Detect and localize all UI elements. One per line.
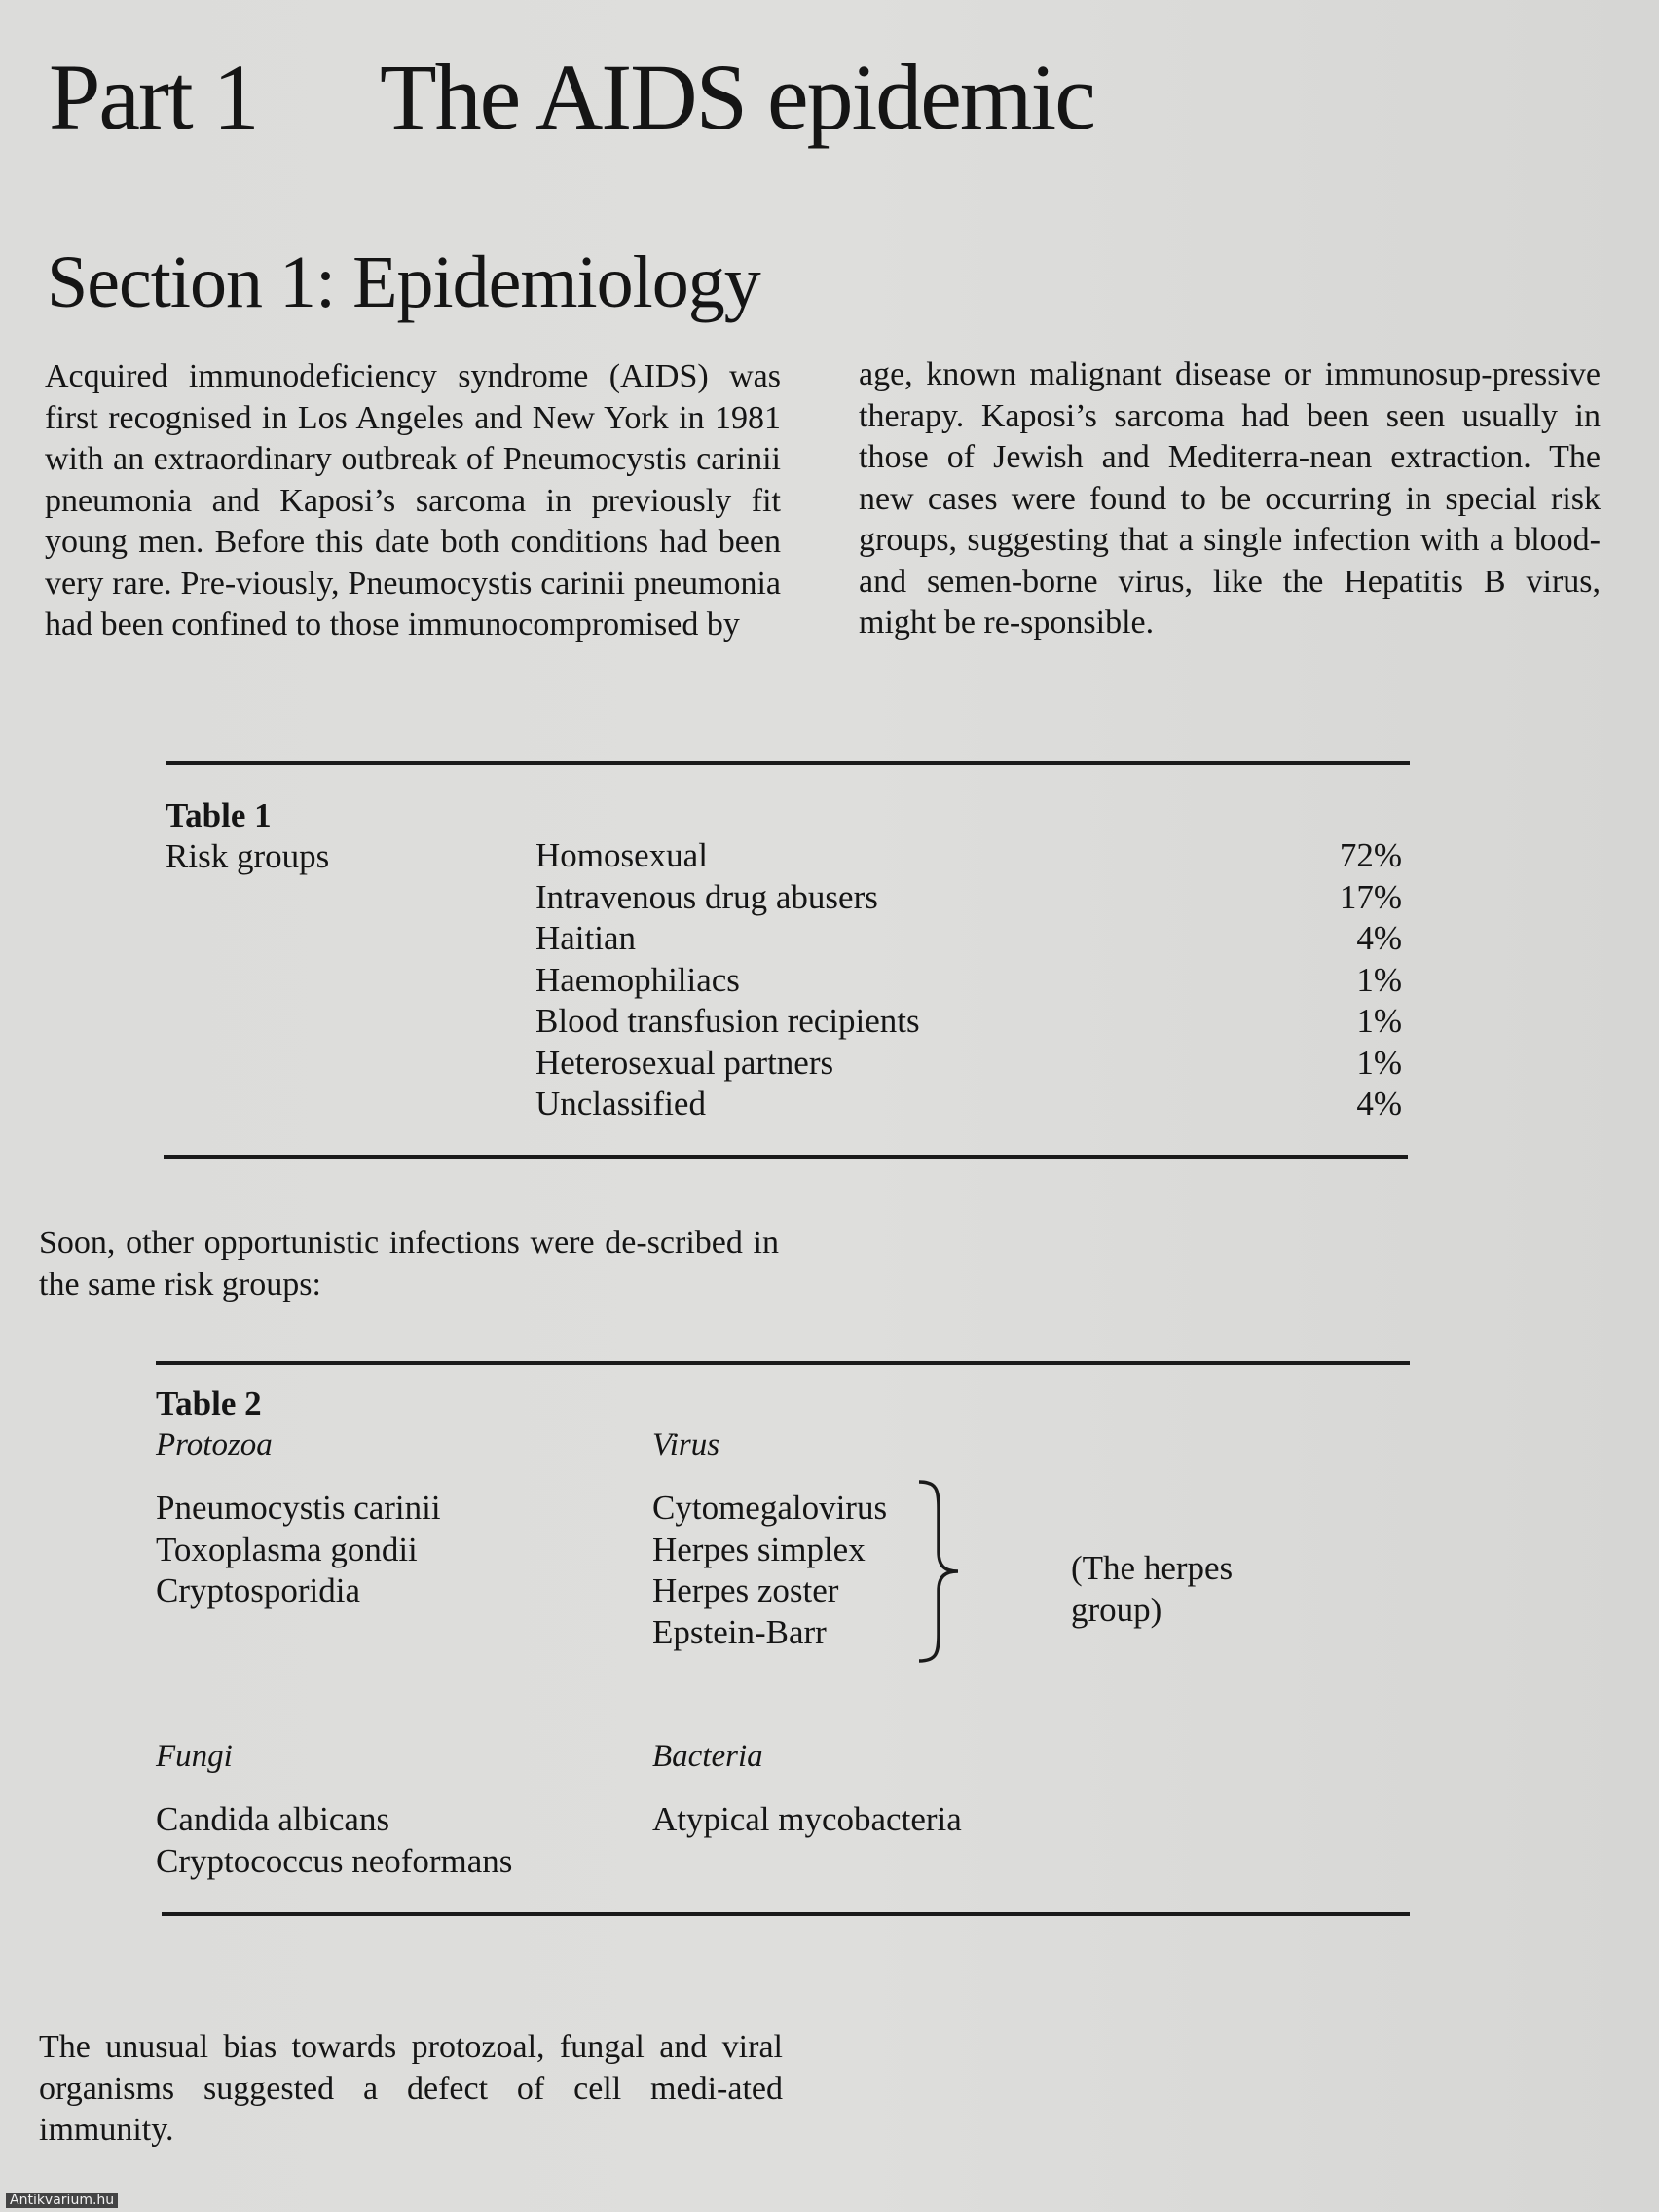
virus-list	[652, 1488, 887, 1653]
table-row	[535, 960, 1402, 1002]
list-item: Cytomegalovirus	[652, 1489, 888, 1527]
risk-group: Haemophiliacs	[535, 960, 740, 999]
section-heading: Section 1: Epidemiology	[47, 241, 760, 323]
risk-group: Homosexual	[535, 836, 708, 874]
list-item: Epstein-Barr	[652, 1612, 827, 1651]
part-number: Part 1	[49, 45, 258, 149]
middle-paragraph: Soon, other opportunistic infections were de-scribed in the same risk groups:	[39, 1225, 779, 1303]
fungi-list	[156, 1799, 512, 1882]
risk-percent: 72%	[1339, 836, 1402, 874]
table1-bottom-rule	[164, 1155, 1408, 1159]
risk-percent: 1%	[1356, 1002, 1402, 1040]
risk-group: Unclassified	[535, 1085, 706, 1123]
table-row	[535, 1001, 1402, 1043]
herpes-group-note	[1071, 1548, 1324, 1631]
curly-brace-icon	[915, 1480, 964, 1663]
list-item: Herpes zoster	[652, 1571, 839, 1609]
table-row	[535, 835, 1402, 877]
intro-right-column: age, known malignant disease or immunosup-pressive therapy. Kaposi’s sarcoma had been seen usually in those of Jewish and Mediterra-nean extraction. The new cases were found to be occurring in special risk groups, suggesting that a single infection with a blood- and semen-borne virus, like the Hepatitis B virus, might be re-sponsible.	[859, 356, 1601, 641]
protozoa-list	[156, 1488, 441, 1612]
watermark: Antikvarium.hu	[6, 2193, 118, 2208]
list-item: Cryptosporidia	[156, 1571, 360, 1609]
fungi-heading: Fungi	[156, 1739, 233, 1774]
risk-group: Haitian	[535, 919, 637, 957]
table-row	[535, 877, 1402, 919]
protozoa-heading: Protozoa	[156, 1427, 273, 1462]
risk-percent: 4%	[1356, 1085, 1402, 1123]
table2-top-rule	[156, 1361, 1410, 1365]
list-item: Cryptococcus neoformans	[156, 1841, 513, 1880]
table1-top-rule	[166, 761, 1410, 765]
risk-percent: 1%	[1356, 960, 1402, 999]
table2-bottom-rule	[162, 1912, 1410, 1916]
table1-rows	[535, 835, 1402, 1125]
risk-percent: 4%	[1356, 919, 1402, 957]
bacteria-heading: Bacteria	[652, 1739, 763, 1774]
risk-percent: 17%	[1339, 877, 1402, 916]
closing-paragraph: The unusual bias towards protozoal, fungal and viral organisms suggested a defect of cell medi-ated immunity.	[39, 2029, 783, 2148]
risk-group: Intravenous drug abusers	[535, 877, 878, 916]
list-item: Candida albicans	[156, 1800, 390, 1838]
herpes-note-line: (The herpes	[1071, 1549, 1234, 1587]
risk-group: Blood transfusion recipients	[535, 1002, 920, 1040]
herpes-note-line: group)	[1071, 1590, 1162, 1629]
part-title: The AIDS epidemic	[380, 45, 1094, 149]
intro-left-column: Acquired immunodeficiency syndrome (AIDS) was first recognised in Los Angeles and New York in 1981 with an extraordinary outbreak of Pneumocystis carinii pneumonia and Kaposi’s sarcoma in previously fit young men. Before this date both conditions had been very rare. Pre-viously, Pneumocystis carinii pneumonia had been confined to those immunocompromised by	[45, 358, 781, 643]
table-row	[535, 1084, 1402, 1125]
risk-percent: 1%	[1356, 1043, 1402, 1082]
list-item: Herpes simplex	[652, 1530, 866, 1568]
table-row	[535, 918, 1402, 960]
list-item: Toxoplasma gondii	[156, 1530, 418, 1568]
table-row	[535, 1043, 1402, 1085]
virus-heading: Virus	[652, 1427, 720, 1462]
table2-title: Table 2	[156, 1384, 262, 1422]
list-item: Atypical mycobacteria	[652, 1800, 962, 1838]
table1-title: Table 1	[166, 796, 272, 834]
part-heading	[49, 45, 1094, 149]
bacteria-list	[652, 1799, 962, 1841]
list-item: Pneumocystis carinii	[156, 1489, 441, 1527]
risk-group: Heterosexual partners	[535, 1043, 834, 1082]
table1-label: Risk groups	[166, 837, 330, 875]
